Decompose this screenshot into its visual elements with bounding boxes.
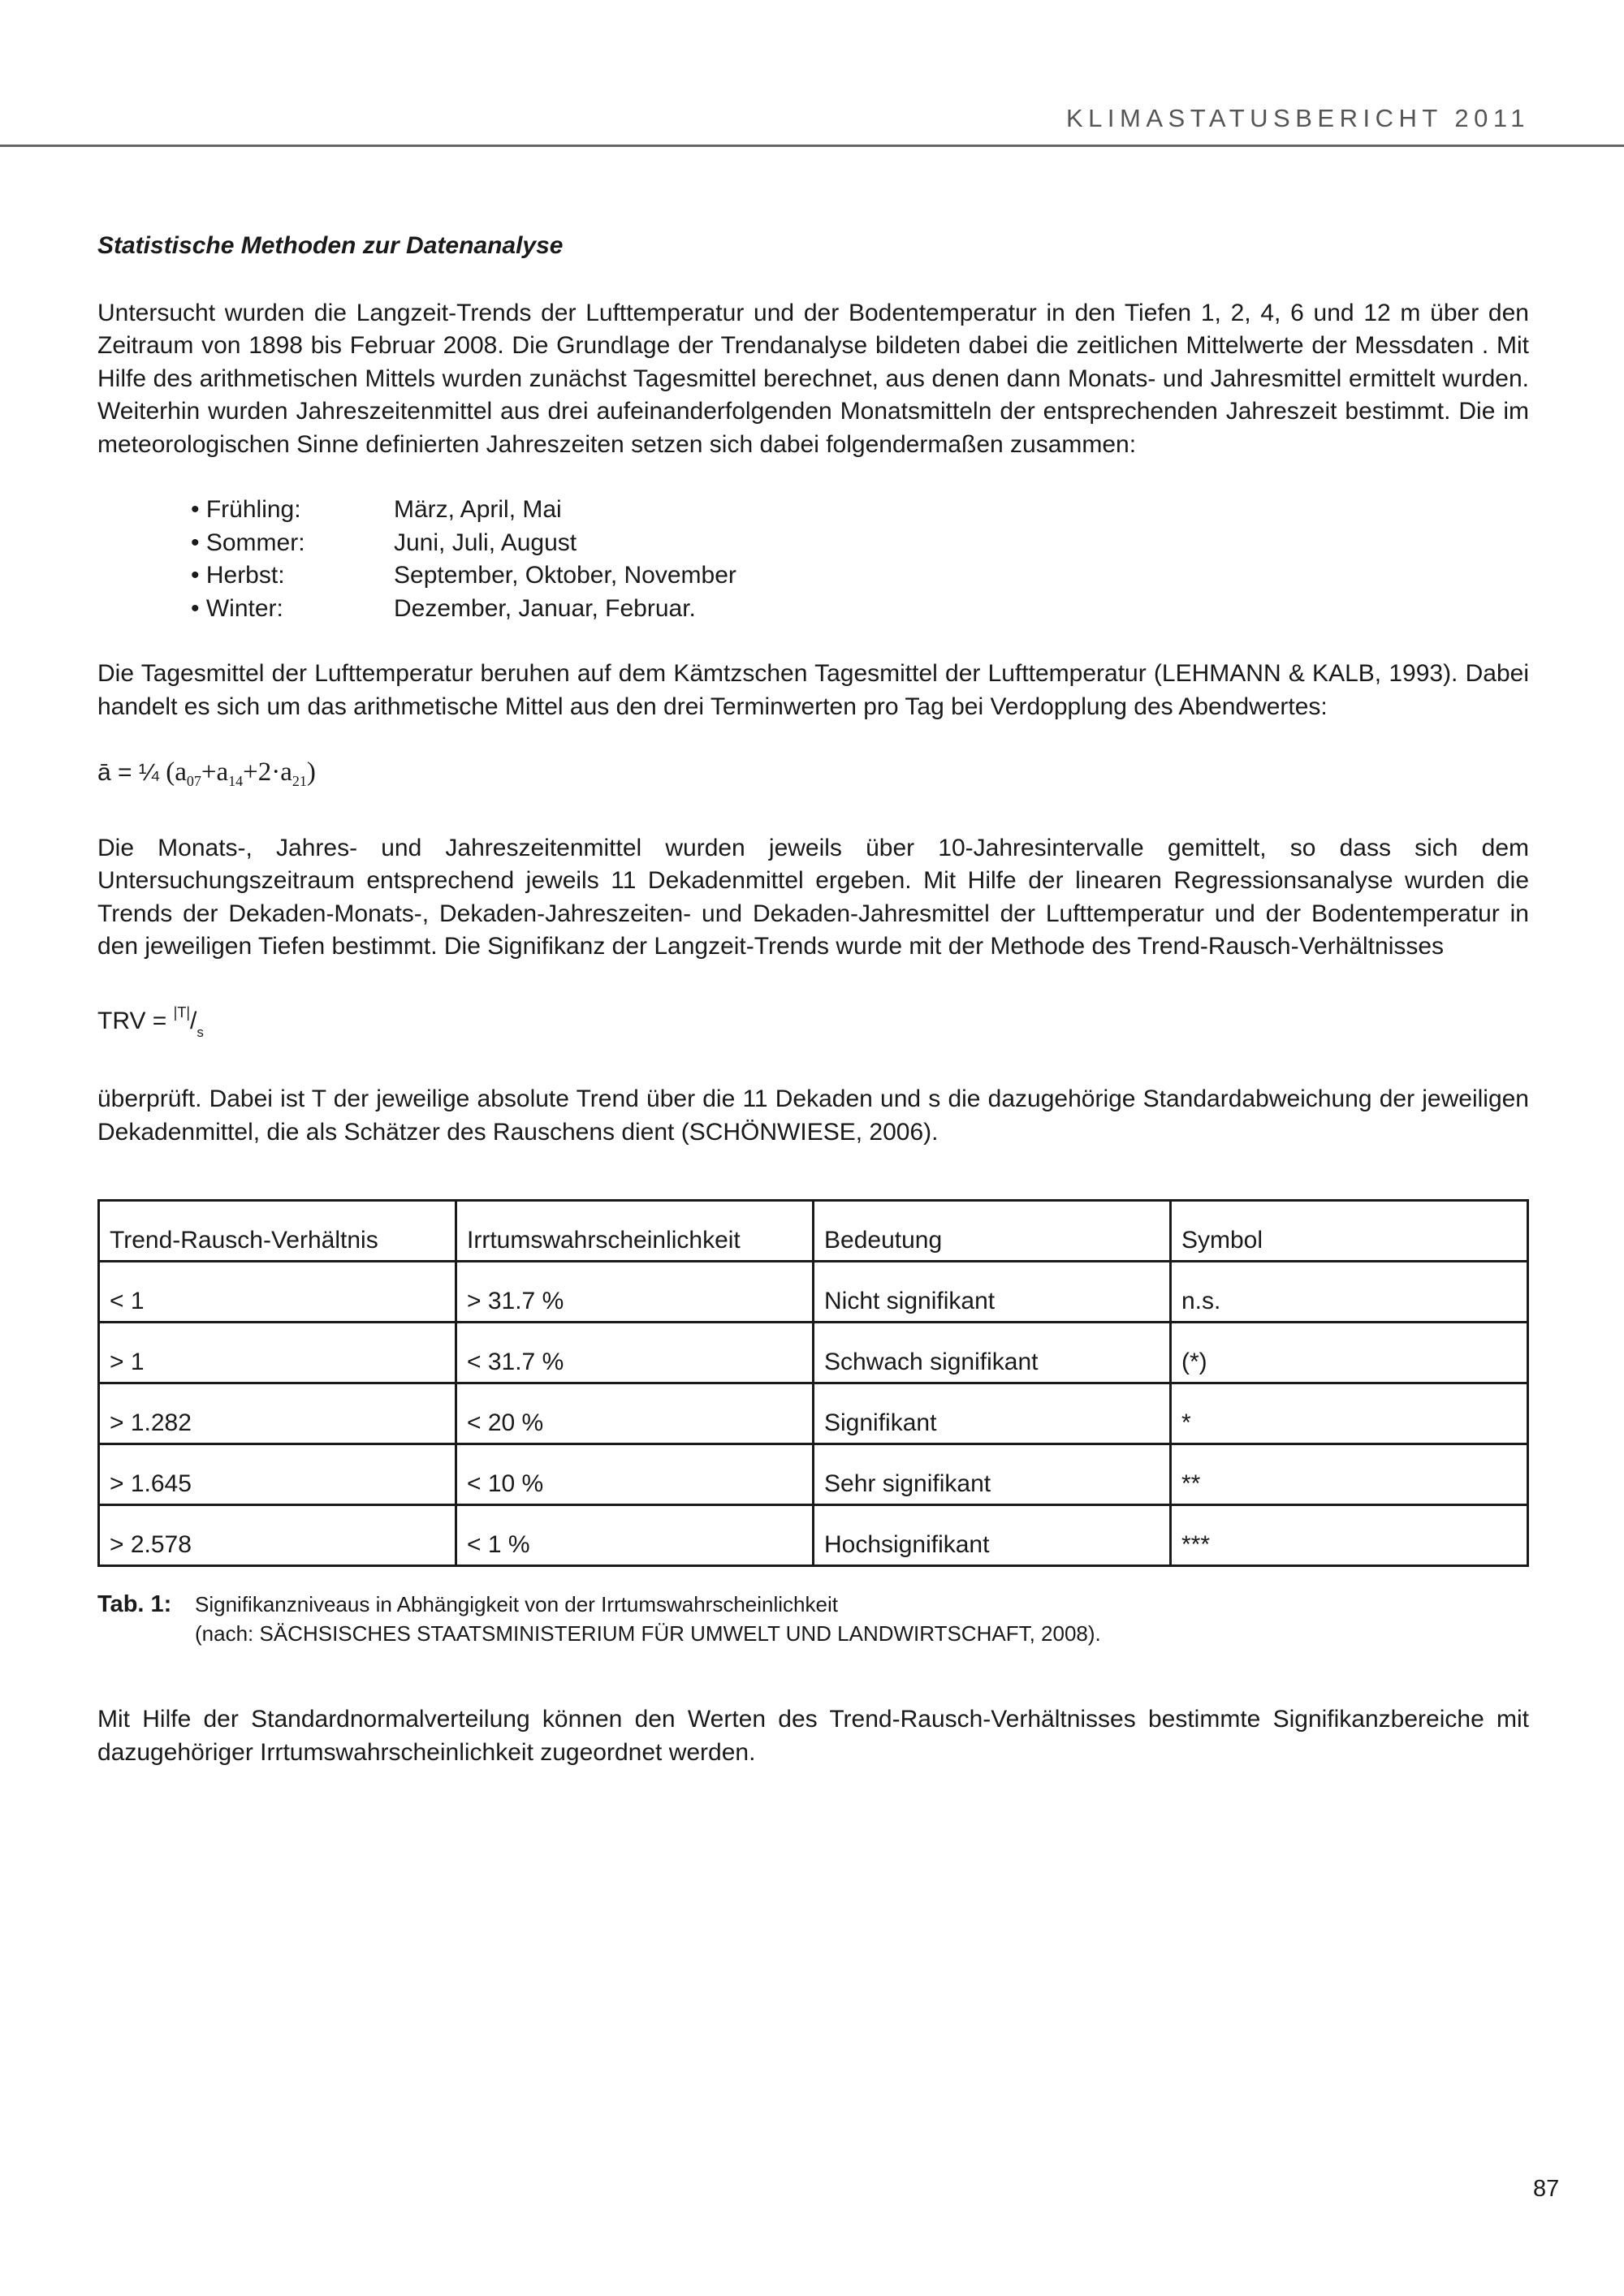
table-cell: < 20 % [456,1383,814,1444]
table-header-row [99,1201,1528,1262]
paragraph-conclusion: Mit Hilfe der Standardnormalverteilung können den Werten des Trend-Rausch-Verhältnisses bestimmte Signifikanzbereiche mit dazugehöriger Irrtumswahrscheinlichkeit zugeordnet werden. [97,1706,1529,1766]
table-row [99,1505,1528,1566]
table-cell: Sehr signifikant [814,1444,1171,1505]
table-cell: > 31.7 % [456,1262,814,1323]
season-name: • Sommer: [191,529,305,556]
formula-plus: +a [201,757,229,787]
table-row [99,1323,1528,1383]
formula-sub-14: 14 [228,773,244,789]
season-item [191,559,1529,593]
table-cell: Nicht signifikant [814,1262,1171,1323]
table-header-cell: Trend-Rausch-Verhältnis [99,1201,456,1262]
formula-mid: +2·a [243,757,292,787]
caption-text [195,1590,1101,1648]
table-cell: < 1 % [456,1505,814,1566]
trv-slash: / [190,1007,197,1034]
table-cell: Schwach signifikant [814,1323,1171,1383]
caption-label: Tab. 1: [97,1591,172,1617]
formula-open: (a [166,757,187,787]
table-cell: < 31.7 % [456,1323,814,1383]
caption-line: Signifikanzniveaus in Abhängigkeit von der Irrtumswahrscheinlichkeit [195,1592,838,1616]
table-cell: Signifikant [814,1383,1171,1444]
table-cell: < 10 % [456,1444,814,1505]
season-item [191,494,1529,527]
table-cell: > 1 [99,1323,456,1383]
formula-sub-21: 21 [292,773,307,789]
paragraph-decades: Die Monats-, Jahres- und Jahreszeitenmittel wurden jeweils über 10-Jahresintervalle gemittelt, so dass sich dem Untersuchungszeitraum entsprechend jeweils 11 Dekadenmittel ergeben. Mit Hilfe der linearen Regressionsanalyse wurden die Trends der Dekaden-Monats-, Dekaden-Jahreszeiten- und Dekaden-Jahresmittel der Lufttemperatur und der Bodentemperatur in den jeweiligen Tiefen bestimmt. Die Signifikanz der Langzeit-Trends wurde mit der Methode des Trend-Rausch-Verhältnisses [97,834,1529,960]
season-name: • Frühling: [191,496,301,523]
table-row [99,1262,1528,1323]
season-months: Dezember, Januar, Februar. [394,594,696,622]
header-rule [0,145,1624,147]
season-list [191,494,1529,625]
table-cell: > 1.282 [99,1383,456,1444]
caption-line: (nach: SÄCHSISCHES STAATSMINISTERIUM FÜR UMWELT UND LANDWIRTSCHAFT, 2008). [195,1621,1101,1646]
table-row [99,1444,1528,1505]
paragraph-kaemtz: Die Tagesmittel der Lufttemperatur beruhen auf dem Kämtzschen Tagesmittel der Lufttemperatur (LEHMANN & KALB, 1993). Dabei handelt es sich um das arithmetische Mittel aus den drei Terminwerten pro Tag bei Verdopplung des Abendwertes: [97,660,1529,720]
trv-denominator: s [197,1024,204,1040]
table-cell: > 1.645 [99,1444,456,1505]
table-cell: Hochsignifikant [814,1505,1171,1566]
formula-lhs: ā = ¼ [97,759,159,786]
paragraph-trend: überprüft. Dabei ist T der jeweilige absolute Trend über die 11 Dekaden und s die dazugehörige Standardabweichung der jeweiligen Dekadenmittel, die als Schätzer des Rauschens dient (SCHÖNWIESE, 2006). [97,1085,1529,1146]
table-cell: < 1 [99,1262,456,1323]
trv-lhs: TRV = [97,1007,174,1034]
page-content [97,230,1529,1769]
running-header: KLIMASTATUSBERICHT 2011 [1066,104,1530,132]
formula-close: ) [306,757,316,787]
table-header-cell: Irrtumswahrscheinlichkeit [456,1201,814,1262]
page-number: 87 [1533,2176,1560,2202]
season-name: • Herbst: [191,562,285,589]
trv-numerator: |T| [173,1003,191,1021]
significance-table [97,1199,1529,1567]
season-name: • Winter: [191,594,283,622]
table-row [99,1383,1528,1444]
season-item [191,593,1529,626]
section-heading: Statistische Methoden zur Datenanalyse [97,232,564,259]
table-cell: (*) [1171,1323,1528,1383]
table-cell: ** [1171,1444,1528,1505]
season-item [191,527,1529,560]
trv-formula [97,996,1529,1050]
table-cell: *** [1171,1505,1528,1566]
table-cell: > 2.578 [99,1505,456,1566]
paragraph-intro: Untersucht wurden die Langzeit-Trends der Lufttemperatur und der Bodentemperatur in den Tiefen 1, 2, 4, 6 und 12 m über den Zeitraum von 1898 bis Februar 2008. Die Grundlage der Trendanalyse bildeten dabei die zeitlichen Mittelwerte der Messdaten . Mit Hilfe des arithmetischen Mittels wurden zunächst Tagesmittel berechnet, aus denen dann Monats- und Jahresmittel ermittelt wurden. Weiterhin wurden Jahreszeitenmittel aus drei aufeinanderfolgenden Monatsmitteln der entsprechenden Jahreszeit bestimmt. Die im meteorologischen Sinne definierten Jahreszeiten setzen sich dabei folgendermaßen zusammen: [97,299,1529,458]
table-cell: n.s. [1171,1262,1528,1323]
season-months: März, April, Mai [394,496,562,523]
mean-formula [97,756,1529,798]
season-months: September, Oktober, November [394,562,736,589]
table-caption [97,1590,1529,1648]
season-months: Juni, Juli, August [394,529,577,556]
table-header-cell: Symbol [1171,1201,1528,1262]
formula-sub-07: 07 [186,773,201,789]
table-header-cell: Bedeutung [814,1201,1171,1262]
table-cell: * [1171,1383,1528,1444]
